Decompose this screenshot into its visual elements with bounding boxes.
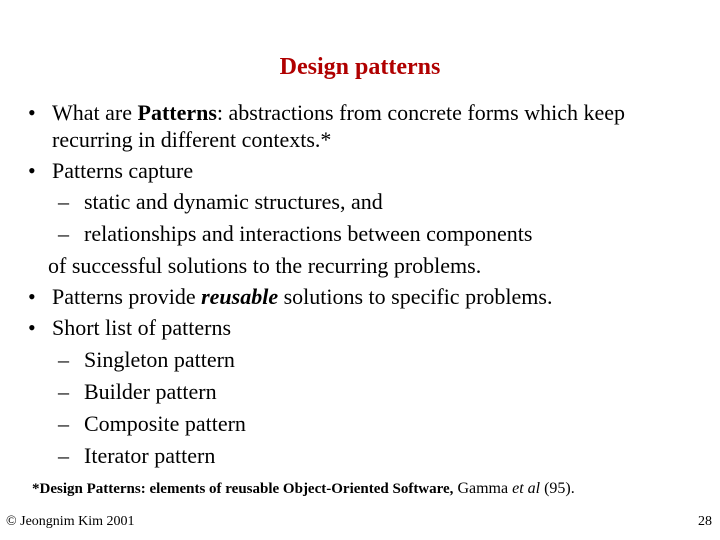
sub-bullet: [58, 189, 383, 215]
bullet-bold-term: Patterns: [137, 100, 217, 125]
bullet-text: Patterns provide: [52, 284, 202, 309]
footnote-main: *Design Patterns: elements of reusable Object-Oriented Software,: [32, 481, 454, 497]
sub-bullet: [58, 411, 246, 437]
bullet-what-are-patterns: [52, 100, 625, 126]
bullet-text: solutions to specific problems.: [278, 284, 553, 309]
page-number: 28: [698, 514, 712, 529]
bullet-patterns-capture: Patterns capture: [52, 158, 194, 183]
sub-bullet-text: static and dynamic structures, and: [84, 189, 383, 214]
sub-bullet: [58, 221, 532, 247]
bullet-continuation: recurring in different contexts.*: [52, 127, 332, 152]
footnote-authors: Gamma: [453, 480, 513, 497]
bullet-emphasis: reusable: [201, 284, 279, 309]
bullet-symbol: •: [28, 284, 36, 309]
pattern-item: Builder pattern: [84, 379, 217, 404]
slide-title: Design patterns: [279, 54, 441, 80]
footnote-et-al: et al: [512, 480, 541, 497]
sub-bullet: [58, 379, 217, 405]
bullet-text: What are: [52, 100, 138, 125]
pattern-item: Iterator pattern: [84, 443, 216, 468]
dash-symbol: –: [58, 347, 69, 372]
dash-symbol: –: [58, 443, 69, 468]
dash-symbol: –: [58, 411, 69, 436]
dash-symbol: –: [58, 189, 69, 214]
bullet-symbol: •: [28, 100, 36, 125]
footnote: [32, 480, 575, 498]
bullet-continuation: of successful solutions to the recurring problems.: [48, 253, 482, 278]
pattern-item: Singleton pattern: [84, 347, 235, 372]
dash-symbol: –: [58, 221, 69, 246]
dash-symbol: –: [58, 379, 69, 404]
pattern-item: Composite pattern: [84, 411, 246, 436]
bullet-symbol: •: [28, 315, 36, 340]
bullet-symbol: •: [28, 158, 36, 183]
bullet-text: : abstractions from concrete forms which keep: [216, 100, 625, 125]
copyright: © Jeongnim Kim 2001: [6, 514, 135, 529]
bullet-patterns-provide: [52, 284, 552, 310]
bullet-short-list: Short list of patterns: [52, 315, 232, 340]
sub-bullet: [58, 347, 235, 373]
sub-bullet: [58, 443, 215, 469]
sub-bullet-text: relationships and interactions between components: [84, 221, 533, 246]
footnote-year: (95).: [540, 480, 575, 497]
